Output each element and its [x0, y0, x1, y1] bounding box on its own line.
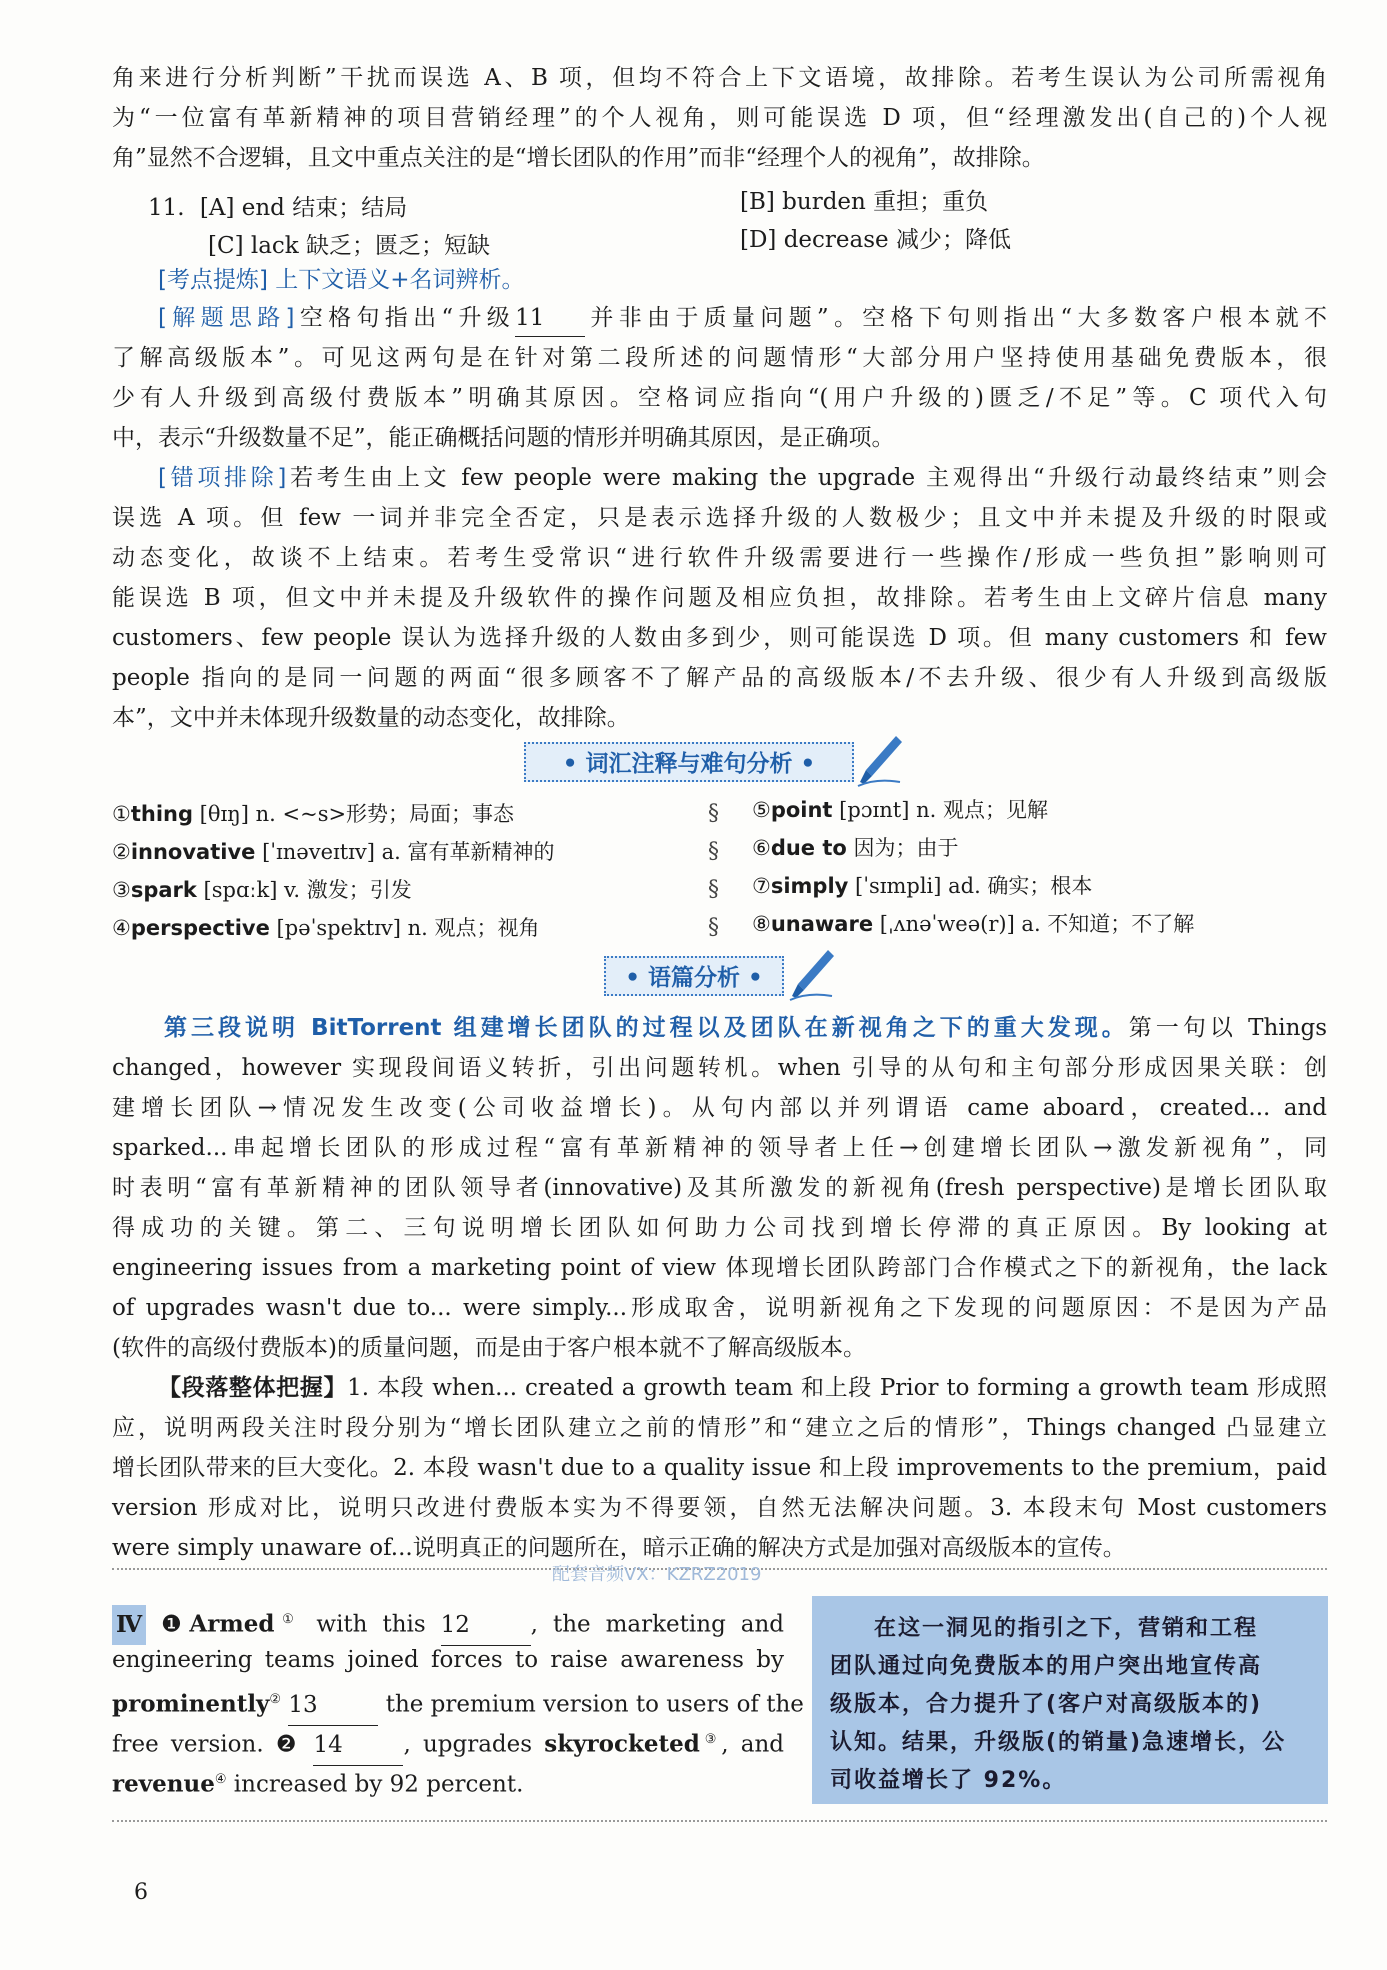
vocab-word: unaware — [770, 912, 874, 936]
vocab-num: ① — [112, 802, 131, 826]
analysis-line: 角来进行分析判断”干扰而误选 A、B 项，但均不符合上下文语境，故排除。若考生误认为公司所需视角 — [112, 65, 1327, 91]
cuoxiang-line: 误选 A 项。但 few 一词并非完全否定，只是表示选择升级的人数极少；且文中并未提及升级的时限或 — [112, 505, 1327, 531]
vocab-num: ⑥ — [752, 836, 771, 860]
analysis-line: 角”显然不合逻辑，且文中重点关注的是“增长团队的作用”而非“经理个人的视角”，故排除。 — [112, 145, 1045, 171]
grasp-line: 增长团队带来的巨大变化。2. 本段 wasn't due to a quality issue 和上段 improvements to the premium，paid — [112, 1455, 1327, 1481]
vocab-def: [ˌʌnəˈweə(r)] a. 不知道；不了解 — [873, 912, 1195, 936]
translation-line: 认知。结果，升级版(的销量)急速增长，公 — [830, 1730, 1287, 1755]
vocab-num: ⑧ — [752, 912, 771, 936]
discourse-line: changed，however 实现段间语义转折，引出问题转机。when 引导的从句和主句部分形成因果关联：创 — [112, 1055, 1327, 1081]
passage-text: free version. — [112, 1731, 276, 1758]
watermark-text: 配套音频VX：KZRZ2019 — [552, 1564, 762, 1585]
blank-12: 12 — [441, 1605, 531, 1646]
translation-line: 级版本，合力提升了(客户对高级版本的) — [830, 1692, 1263, 1717]
discourse-text: 第一句以 Things — [1128, 1015, 1327, 1041]
discourse-line: 得成功的关键。第二、三句说明增长团队如何助力公司找到增长停滞的真正原因。By looking at — [112, 1215, 1327, 1241]
passage-line: engineering teams joined forces to raise awareness by — [112, 1647, 784, 1673]
discourse-line: of upgrades wasn't due to... were simply...形成取舍，说明新视角之下发现的问题原因：不是因为产品 — [112, 1295, 1327, 1321]
passage-line — [112, 1760, 784, 1805]
translation-line: 团队通过向免费版本的用户突出地宣传高 — [830, 1654, 1263, 1679]
grasp-line — [158, 1370, 1327, 1406]
translation-line: 在这一洞见的指引之下，营销和工程 — [874, 1616, 1259, 1641]
cuoxiang-text: 若考生由上文 few people were making the upgrade 主观得出“升级行动最终结束”则会 — [286, 465, 1327, 491]
vocab-item — [752, 830, 959, 866]
vocab-item — [752, 868, 1092, 904]
vocab-word: due to — [770, 836, 847, 860]
grasp-line: were simply unaware of...说明真正的问题所在，暗示正确的解决方式是加强对高级版本的宣传。 — [112, 1535, 1126, 1561]
grasp-text: 1. 本段 when... created a growth team 和上段 Prior to forming a growth team 形成照 — [347, 1375, 1327, 1401]
key-word: revenue — [112, 1770, 215, 1798]
key-word: prominently — [112, 1690, 270, 1718]
grasp-line: version 形成对比，说明只改进付费版本实为不得要领，自然无法解决问题。3. 本段末句 Most customers — [112, 1495, 1327, 1521]
dotted-divider — [112, 1820, 1327, 1822]
blank-13: 13 — [288, 1685, 378, 1726]
brush-icon — [788, 946, 838, 1002]
passage-text: , upgrades — [403, 1731, 545, 1758]
passage-line — [112, 1680, 804, 1726]
cuoxiang-line: customers、few people 误认为选择升级的人数由多到少，则可能误选 D 项。但 many customers 和 few — [112, 625, 1327, 651]
key-word: skyrocketed — [544, 1730, 700, 1758]
vocab-num: ② — [112, 840, 131, 864]
question-11 — [148, 190, 407, 226]
paragraph-roman-numeral: Ⅳ — [112, 1605, 146, 1645]
brush-icon — [856, 732, 906, 788]
analysis-line: 为“一位富有革新精神的项目营销经理”的个人视角，则可能误选 D 项，但“经理激发出(自己的)个人视 — [112, 105, 1327, 131]
passage-text: with this — [301, 1611, 441, 1638]
cuoxiang-line: 能误选 B 项，但文中并未提及升级软件的操作问题及相应负担，故排除。若考生由上文碎片信息 many — [112, 585, 1327, 611]
vocab-def: [spɑːk] v. 激发；引发 — [196, 878, 412, 902]
vocab-def: [ˈsɪmpli] ad. 确实；根本 — [848, 874, 1093, 898]
divider-squiggle: § — [708, 877, 719, 902]
vocab-item — [112, 834, 554, 870]
blank-14: 14 — [313, 1725, 403, 1766]
vocab-item — [752, 906, 1194, 942]
vocab-word: point — [770, 798, 833, 822]
footnote-marker: ② — [269, 1692, 282, 1707]
cuoxiang-line: 动态变化，故谈不上结束。若考生受常识“进行软件升级需要进行一些操作/形成一些负担”影响则可 — [112, 545, 1327, 571]
vocab-item — [752, 792, 1048, 828]
jieti-line — [158, 300, 1327, 337]
passage-text: the premium version to users of the — [378, 1691, 804, 1718]
discourse-line: sparked...串起增长团队的形成过程“富有革新精神的领导者上任→创建增长团队→激发新视角”，同 — [112, 1135, 1327, 1161]
passage-line — [112, 1720, 784, 1766]
discourse-section-title: • 语篇分析 • — [604, 956, 784, 996]
vocab-item — [112, 872, 412, 908]
vocab-def: 因为；由于 — [846, 836, 959, 860]
grasp-tag: 【段落整体把握】 — [158, 1374, 348, 1401]
divider-squiggle: § — [708, 915, 719, 940]
option-b: [B] burden 重担；重负 — [740, 189, 989, 215]
cuoxiang-line: people 指向的是同一问题的两面“很多顾客不了解产品的高级版本/不去升级、很少有人升级到高级版 — [112, 665, 1327, 691]
vocab-num: ④ — [112, 916, 131, 940]
passage-text: increased by 92 percent. — [226, 1771, 524, 1798]
kaodian-text: 上下文语义+名词辨析。 — [275, 267, 525, 293]
vocab-def: [pɔɪnt] n. 观点；见解 — [832, 798, 1048, 822]
question-number: 11. — [148, 195, 185, 221]
jieti-text: 空格句指出“升级 — [294, 305, 516, 331]
discourse-line: (软件的高级付费版本)的质量问题，而是由于客户根本就不了解高级版本。 — [112, 1335, 866, 1361]
kaodian-tag: [考点提炼] — [158, 267, 268, 293]
vocab-word: simply — [770, 874, 849, 898]
option-c: [C] lack 缺乏；匮乏；短缺 — [208, 233, 491, 259]
sentence-number: ❶ — [161, 1611, 190, 1638]
discourse-line: engineering issues from a marketing point of view 体现增长团队跨部门合作模式之下的新视角，the lack — [112, 1255, 1327, 1281]
page-number: 6 — [134, 1880, 148, 1905]
passage-text: , the marketing and — [530, 1611, 785, 1638]
option-d: [D] decrease 减少；降低 — [740, 227, 1011, 253]
cuoxiang-tag: [错项排除] — [158, 465, 287, 491]
footnote-marker: ③ — [699, 1732, 722, 1747]
vocab-def: [ˈɪnəveɪtɪv] a. 富有革新精神的 — [255, 840, 555, 864]
jieti-text: 并非由于质量问题”。空格下句则指出“大多数客户根本就不 — [585, 305, 1327, 331]
discourse-lead: 第三段说明 BitTorrent 组建增长团队的过程以及团队在新视角之下的重大发现。 — [164, 1015, 1129, 1041]
cuoxiang-line — [158, 460, 1327, 496]
jieti-line: 了解高级版本”。可见这两句是在针对第二段所述的问题情形“大部分用户坚持使用基础免费版本，很 — [112, 345, 1327, 371]
vocab-def: [pəˈspektɪv] n. 观点；视角 — [269, 916, 540, 940]
divider-squiggle: § — [708, 839, 719, 864]
footnote-marker: ④ — [214, 1772, 227, 1787]
grasp-line: 应，说明两段关注时段分别为“增长团队建立之前的情形”和“建立之后的情形”，Things changed 凸显建立 — [112, 1415, 1327, 1441]
vocab-num: ⑤ — [752, 798, 771, 822]
translation-box — [812, 1596, 1328, 1804]
vocab-def: [θɪŋ] n. <~s>形势；局面；事态 — [193, 802, 515, 826]
vocab-word: innovative — [130, 840, 256, 864]
vocab-word: spark — [130, 878, 197, 902]
sentence-number: ❷ — [275, 1731, 302, 1758]
footnote-marker: ① — [274, 1612, 302, 1627]
discourse-line — [164, 1010, 1327, 1046]
option-a: [A] end 结束；结局 — [199, 195, 408, 221]
vocab-word: thing — [130, 802, 193, 826]
jieti-line: 中，表示“升级数量不足”，能正确概括问题的情形并明确其原因，是正确项。 — [112, 425, 895, 451]
passage-text: , and — [721, 1731, 784, 1758]
discourse-line: 时表明“富有革新精神的团队领导者(innovative)及其所激发的新视角(fresh perspective)是增长团队取 — [112, 1175, 1327, 1201]
jieti-line: 少有人升级到高级付费版本”明确其原因。空格词应指向“(用户升级的)匮乏/不足”等。C 项代入句 — [112, 385, 1327, 411]
blank-11: 11 — [515, 300, 585, 337]
cuoxiang-line: 本”，文中并未体现升级数量的动态变化，故排除。 — [112, 705, 630, 731]
vocab-num: ③ — [112, 878, 131, 902]
divider-squiggle: § — [708, 801, 719, 826]
key-word: Armed — [189, 1610, 275, 1638]
discourse-line: 建增长团队→情况发生改变(公司收益增长)。从句内部以并列谓语 came aboard，created... and — [112, 1095, 1327, 1121]
vocab-item — [112, 910, 540, 946]
vocab-section-title: • 词汇注释与难句分析 • — [524, 742, 854, 782]
kaodian-line — [158, 262, 525, 298]
vocab-num: ⑦ — [752, 874, 771, 898]
jieti-tag: [解题思路] — [158, 305, 295, 331]
translation-line: 司收益增长了 92%。 — [830, 1768, 1067, 1793]
passage-line — [112, 1600, 784, 1646]
vocab-word: perspective — [130, 916, 270, 940]
vocab-item — [112, 796, 514, 832]
